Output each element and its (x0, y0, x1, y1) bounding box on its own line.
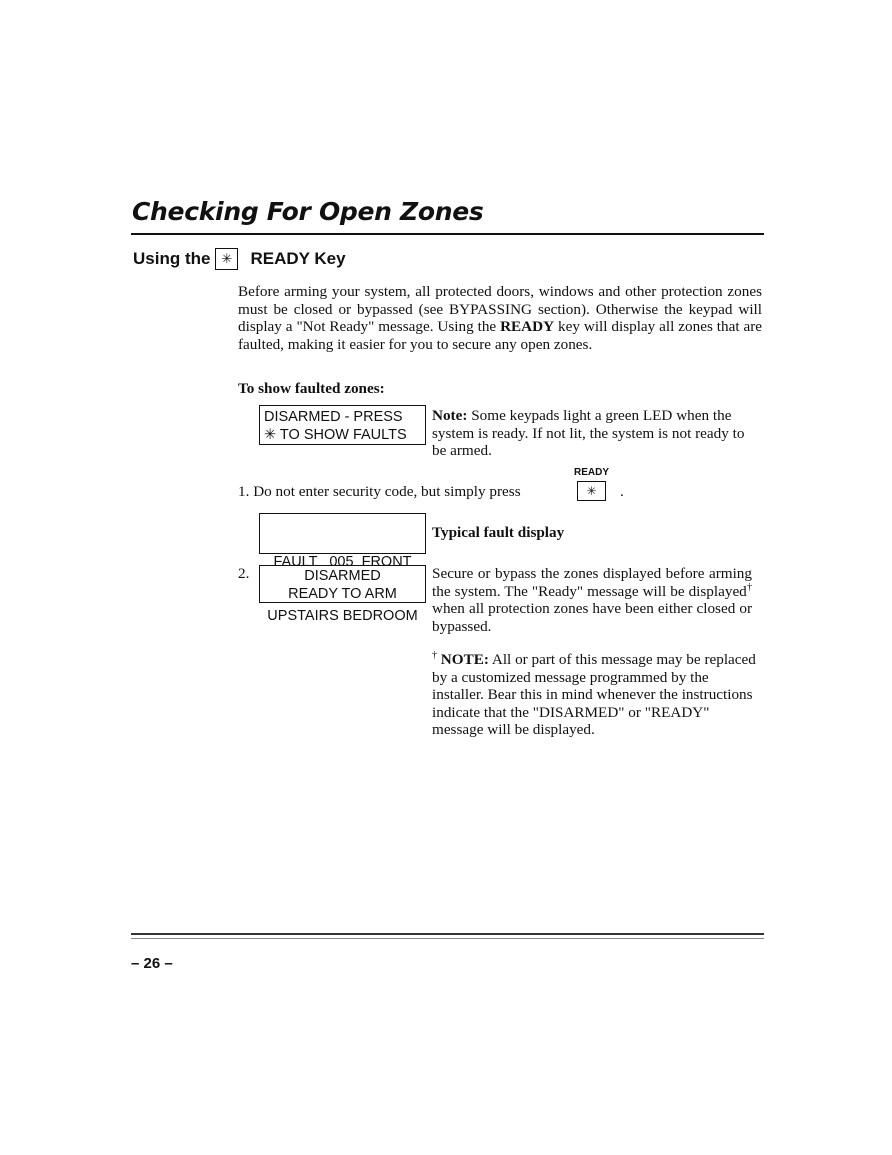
lcd-display-press (259, 405, 426, 445)
note-custom-message (432, 651, 762, 739)
lcd-line: DISARMED (304, 568, 381, 584)
section-heading-prefix: Using the (133, 249, 211, 268)
lcd-display-ready (259, 565, 426, 603)
note-green-led (432, 407, 762, 460)
lcd-line: UPSTAIRS BEDROOM (267, 608, 418, 624)
step-2-text-b: when all protection zones have been either closed or bypassed. (432, 600, 752, 635)
typical-fault-caption: Typical fault display (432, 524, 565, 541)
star-key-icon: ✳ (577, 481, 606, 501)
title-divider (131, 233, 764, 235)
footer-divider (131, 933, 764, 939)
step-2-paragraph (432, 565, 752, 635)
lcd-line: DISARMED - PRESS (264, 409, 403, 425)
intro-ready-bold: READY (500, 318, 555, 336)
intro-text-1: Before arming your system, all protected doors, windows and other protection zones must be closed or bypassed (see BYPASSING section). Otherwise the keypad will display a "Not Ready" message. Using the (238, 283, 762, 336)
page-number: – 26 – (131, 955, 173, 972)
note-text: Some keypads light a green LED when the system is ready. If not lit, the system is not ready to be armed. (432, 407, 745, 460)
intro-text-2: key will display all zones that are faulted, making it easier for you to secure any open zones. (238, 318, 762, 353)
star-key-icon: ✳ (215, 248, 238, 270)
note-text: All or part of this message may be replaced by a customized message programmed by the installer. Bear this in mind whenever the instructions indicate that the "DISARMED" or "READY" message will be displayed. (432, 651, 756, 739)
note-label: Note: (432, 407, 468, 424)
lcd-line: READY TO ARM (288, 586, 397, 602)
step-1-period: . (620, 483, 624, 500)
note-label: NOTE: (440, 651, 489, 668)
show-faulted-heading: To show faulted zones: (238, 380, 385, 397)
lcd-line: ✳ TO SHOW FAULTS (264, 427, 407, 443)
lcd-line: FAULT 005 FRONT (273, 554, 412, 570)
section-heading (133, 248, 346, 270)
step-2-text-a: Secure or bypass the zones displayed before arming the system. The "Ready" message will be displayed (432, 565, 752, 600)
ready-key-label: READY (574, 467, 610, 478)
dagger-mark: † (746, 581, 752, 593)
step-2-number: 2. (238, 565, 250, 582)
dagger-mark: † (432, 649, 437, 661)
page-title: Checking For Open Zones (132, 197, 484, 226)
step-1-text: 1. Do not enter security code, but simply press (238, 483, 521, 500)
section-heading-suffix: READY Key (250, 249, 346, 268)
intro-paragraph (238, 283, 762, 353)
